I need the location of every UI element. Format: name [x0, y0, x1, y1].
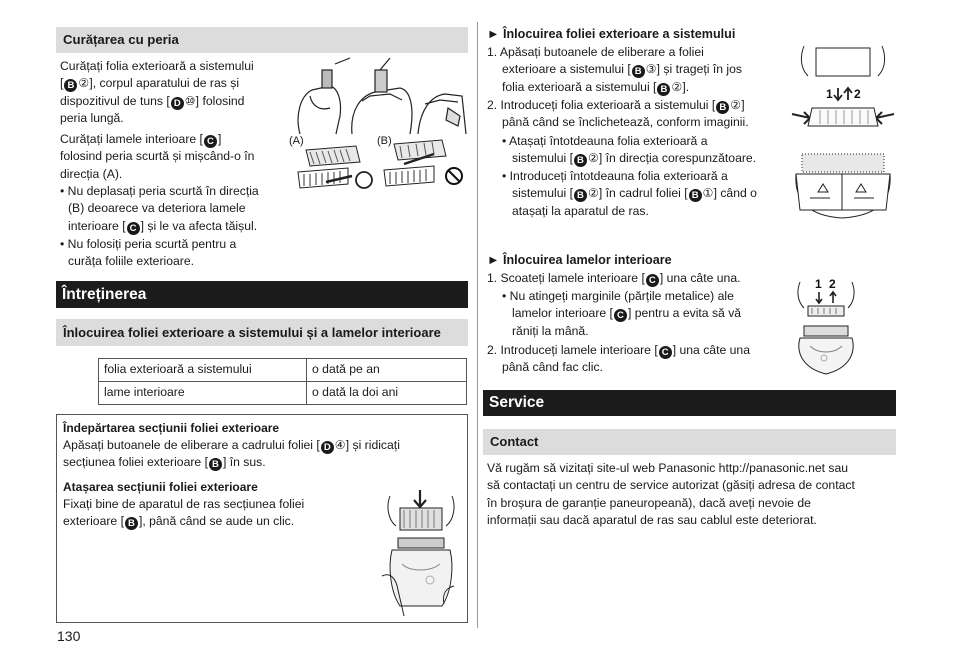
- b-badge-icon: B: [574, 189, 587, 202]
- fig-label: 1: [826, 87, 833, 101]
- b-badge-icon: B: [657, 83, 670, 96]
- svg-text:2: 2: [829, 277, 836, 291]
- replace-header: Înlocuirea foliei exterioare a sistemului și a lamelor interioare: [56, 319, 468, 346]
- foil-attach-illustration: [380, 476, 462, 618]
- inner-blade-removal-illustration: [794, 272, 858, 378]
- b-badge-icon: B: [209, 458, 222, 471]
- replacement-schedule-table: [98, 358, 467, 405]
- column-divider: [477, 22, 478, 628]
- table-row: [99, 359, 467, 382]
- b-badge-icon: B: [716, 101, 729, 114]
- b-badge-icon: B: [632, 65, 645, 78]
- contact-header: Contact: [483, 429, 896, 455]
- maintenance-header: Întreținerea: [56, 281, 468, 308]
- brush-paragraph-1: Curățați folia exterioară a sistemului [ B ②], corpul aparatului de ras și dispozitivul de tuns [ D ⑩] folosind peria lungă.: [60, 59, 254, 126]
- inner-blade-brush-illustration: [296, 140, 468, 196]
- table-cell: folia exterioară a sistemului: [99, 359, 307, 382]
- blade-step-2: 2. Introduceți lamele interioare [ C ] una câte una până când fac clic.: [487, 343, 750, 375]
- brush-bullet-2: • Nu folosiți peria scurtă pentru a curăța foliile exterioare.: [60, 237, 237, 269]
- blade-bullet-1: • Nu atingeți marginile (părțile metalice) ale lamelor interioare [ C ] pentru a evita să vă răniți la mână.: [502, 289, 742, 338]
- c-badge-icon: C: [204, 135, 217, 148]
- attach-title: Atașarea secțiunii foliei exterioare: [63, 480, 258, 494]
- d-badge-icon: D: [321, 441, 334, 454]
- table-cell: lame interioare: [99, 382, 307, 405]
- table-cell: o dată la doi ani: [307, 382, 467, 405]
- brush-paragraph-2: Curățați lamele interioare [ C ] folosind peria scurtă și mișcând-o în direcția (A).: [60, 132, 255, 181]
- brush-cleaning-illustration: [290, 56, 468, 136]
- blade-step-1: 1. Scoateți lamele interioare [ C ] una câte una.: [487, 271, 741, 286]
- table-cell: o dată pe an: [307, 359, 467, 382]
- contact-text: Vă rugăm să vizitați site-ul web Panasonic http://panasonic.net sau să contactați un centru de service autorizat (găsiți adresa de contact în broșura de garanție paneuropeană), dacă aveți nevoie de informații sau dacă aparatul de ras sau cablul este deteriorat.: [487, 461, 855, 528]
- svg-text:1: 1: [815, 277, 822, 291]
- page-number: 130: [57, 628, 81, 644]
- d-badge-icon: D: [171, 97, 184, 110]
- arrow-down-icon: [414, 490, 426, 507]
- foil-bullet-2: • Introduceți întotdeauna folia exterioară a sistemului [ B ②] în cadrul foliei [ B ①] când o atașați la aparatul de ras.: [502, 169, 757, 218]
- removal-text: Apăsați butoanele de eliberare a cadrului foliei [ D ④] și ridicați secțiunea foliei exterioare [ B ] în sus.: [63, 438, 400, 471]
- service-header: Service: [483, 390, 896, 416]
- foil-replace-illustration: [790, 42, 896, 220]
- blade-replace-header: ► Înlocuirea lamelor interioare: [487, 253, 672, 267]
- b-badge-icon: B: [574, 154, 587, 167]
- removal-title: Îndepărtarea secțiunii foliei exterioare: [63, 421, 280, 435]
- foil-step-2: 2. Introduceți folia exterioară a sistemului [ B ②] până când se înclichetează, conform imaginii.: [487, 98, 749, 130]
- label-a: (A): [289, 135, 304, 147]
- prohibited-icon: [446, 168, 462, 184]
- foil-replace-header: ► Înlocuirea foliei exterioare a sistemului: [487, 27, 736, 41]
- table-row: [99, 382, 467, 405]
- brush-bullet-1: • Nu deplasați peria scurtă în direcția (B) deoarece va deteriora lamele interioare [ C ] și le va afecta tăișul.: [60, 184, 259, 234]
- brush-section-header: Curățarea cu peria: [56, 27, 468, 53]
- b-badge-icon: B: [64, 79, 77, 92]
- b-badge-icon: B: [125, 517, 138, 530]
- c-badge-icon: C: [659, 346, 672, 359]
- c-badge-icon: C: [127, 222, 140, 235]
- attach-text: Fixați bine de aparatul de ras secțiunea foliei exterioare [ B ], până când se aude un clic.: [63, 497, 305, 530]
- b-badge-icon: B: [689, 189, 702, 202]
- foil-bullet-1: • Atașați întotdeauna folia exterioară a sistemului [ B ②] în direcția corespunzătoare.: [502, 134, 757, 167]
- label-b: (B): [377, 135, 392, 147]
- c-badge-icon: C: [614, 309, 627, 322]
- svg-text:2: 2: [854, 87, 861, 101]
- foil-step-1: 1. Apăsați butoanele de eliberare a foliei exterioare a sistemului [ B ③] și trageți în jos folia exterioară a sistemului [ B ②].: [487, 45, 742, 95]
- c-badge-icon: C: [646, 274, 659, 287]
